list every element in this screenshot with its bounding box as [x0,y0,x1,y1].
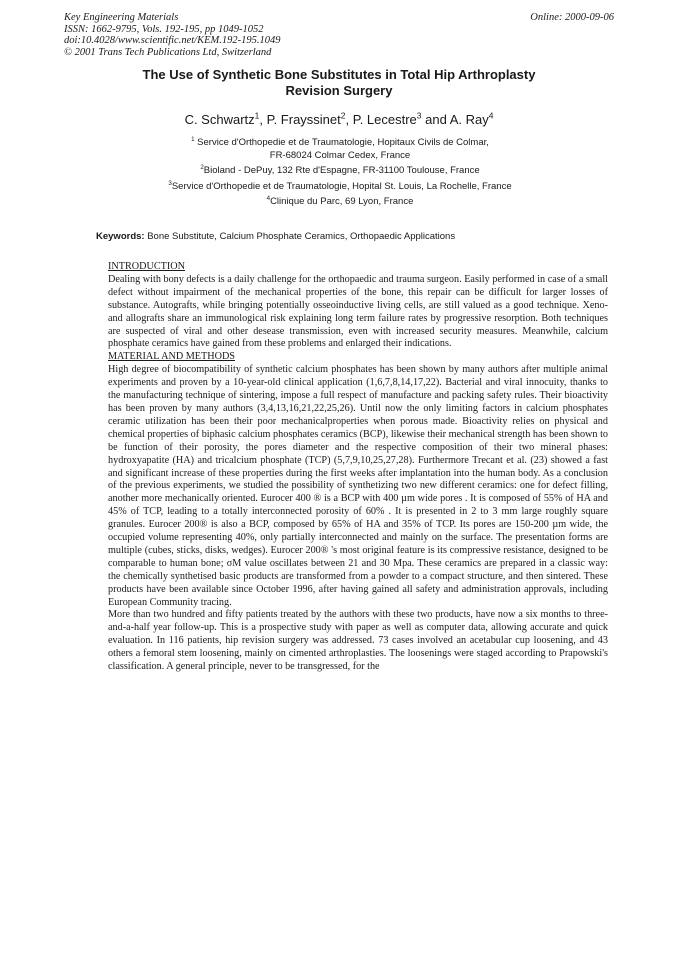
affiliation-mark: 4 [266,194,271,202]
affiliation-1 [80,137,600,162]
section-heading-introduction: INTRODUCTION [108,261,185,272]
doi-line[interactable]: doi:10.4028/www.scientific.net/KEM.192-195.1049 [64,35,281,46]
author-affiliation-mark: 4 [488,110,494,121]
author-name: A. Ray [449,112,489,127]
author-affiliation-mark: 1 [254,110,260,121]
author-separator: and [421,112,450,127]
author-separator: , [259,112,267,127]
author-name: C. Schwartz [184,112,255,127]
author-name: P. Frayssinet [266,112,341,127]
journal-name: Key Engineering Materials [64,12,179,23]
affiliation-text: Clinique du Parc, 69 Lyon, France [270,196,414,207]
keywords-text: Bone Substitute, Calcium Phosphate Ceramics, Orthopaedic Applications [147,231,456,242]
copyright-line: © 2001 Trans Tech Publications Ltd, Switzerland [64,46,272,58]
author-list [64,112,614,127]
affiliations [80,137,600,212]
affiliation-text: FR-68024 Colmar Cedex, France [269,149,411,161]
section-heading-material-and-methods: MATERIAL AND METHODS [108,351,235,363]
issn-line: ISSN: 1662-9795, Vols. 192-195, pp 1049-1052 [64,23,264,35]
title-line-1: The Use of Synthetic Bone Substitutes in Total Hip Arthroplasty [142,67,536,82]
publication-info [64,12,281,58]
affiliation-text: Bioland - DePuy, 132 Rte d'Espagne, FR-31100 Toulouse, France [203,165,480,176]
affiliation-3 [80,181,600,194]
title-line-2: Revision Surgery [285,82,393,98]
online-date: Online: 2000-09-06 [530,12,614,23]
author-name: P. Lecestre [352,112,417,127]
body-text [108,261,608,674]
methods-paragraph: High degree of biocompatibility of synthetic calcium phosphates has been shown by many authors after multiple animal experiments and proven by a 10-year-old clinical application (1,6,7,8,14,17,22). Bacterial and viral innocuity, thanks to the manufacturing technique of sintering, impose a full respect of manufacture and packing safety rules. Their bioactivity has been proven by many authors (3,4,13,16,21,22,25,26). Until now the only limiting factors in calcium phosphates ceramic utilization has been their poor mechanicalproperties when porous made. Bioactivity relies on physical and chemical properties of biphasic calcium phosphates ceramics (BCP), likewise their mechanical strength has been shown to be function of their porosity, the pores diameter and the respective composition of their two mineral phases: hydroxyapatite (HA) and tricalcium phosphate (TCP) (5,7,9,10,25,27,28). Furthermore Trecant et al. (23) showed a fast and significant increase of these properties during the first weeks after implantation into the human body. As a conclusion of the previous experiments, we studied the possibility of synthetizing two new different ceramics: one for defect filling, another more mechanically oriented. Eurocer 400 ® is a BCP with 400 µm wide pores . It is composed of 55% of HA and 45% of TCP, leading to a totally interconnected porosity of 60% . It is presented in 2 to 3 mm large roughly square granules. Eurocer 200® is also a BCP, composed by 65% of HA and 35% of TCP. Its pores are 150-200 µm wide, the occupied volume representing 40%, only partially interconnected and mainly on the surface. The presentation forms are multiple (cubes, sticks, disks, wedges). Eurocer 200® 's most original feature is its compressive resistance, designed to be comparable to human bone; σM value oscillates between 21 and 30 Mpa. These ceramics are prepared in a classic way: the chemically synthetised basic products are transformed from a powder to a compact structure, and then sintered. These products have been available since October 1996, after having gained all safety and administration approvals, including European Community tracing. [108,364,608,608]
affiliation-text: Service d'Orthopedie et de Traumatologie, Hopital St. Louis, La Rochelle, France [171,180,512,192]
author-affiliation-mark: 3 [416,110,422,121]
paper-title [64,67,614,98]
affiliation-mark: 1 [191,135,195,143]
affiliation-mark: 3 [168,179,172,187]
author-affiliation-mark: 2 [340,110,346,121]
followup-paragraph: More than two hundred and fifty patients treated by the authors with these two products, have now a six months to three-and-a-half year follow-up. This is a prospective study with paper as well as computer data, allowing accurate and quick evaluation. In 116 patients, hip revision surgery was addressed. 73 cases involved an acetabular cup loosening, and 43 others a femoral stem loosening, mainly on cimented arthroplasties. The loosenings were staged according to Prapowski's classification. A general principle, never to be transgressed, for the [108,609,608,673]
affiliation-2 [80,165,600,178]
affiliation-text: Service d'Orthopedie et de Traumatologie, Hopitaux Civils de Colmar, [197,137,489,148]
affiliation-4 [80,196,600,209]
keywords [96,231,455,242]
introduction-paragraph: Dealing with bony defects is a daily challenge for the orthopaedic and trauma surgeon. Easily performed in case of a small defect without impairment of the mechanical properties of the bone, this repair can be difficult for larger losses of substance. Autografts, while bringing potentially osseoinductive living cells, are still valued as a good technique. Xeno- and allografts share an immunological risk explaining long term failure rates by progressive resorption. Both techniques are suspected of viral and other desease transmission, even with increased security measures. Meanwhile, calcium phosphate ceramics have gained from these problems and enlarged their indications. [108,273,608,350]
keywords-label: Keywords: [96,231,145,242]
author-separator: , [345,112,353,127]
affiliation-mark: 2 [200,163,204,171]
